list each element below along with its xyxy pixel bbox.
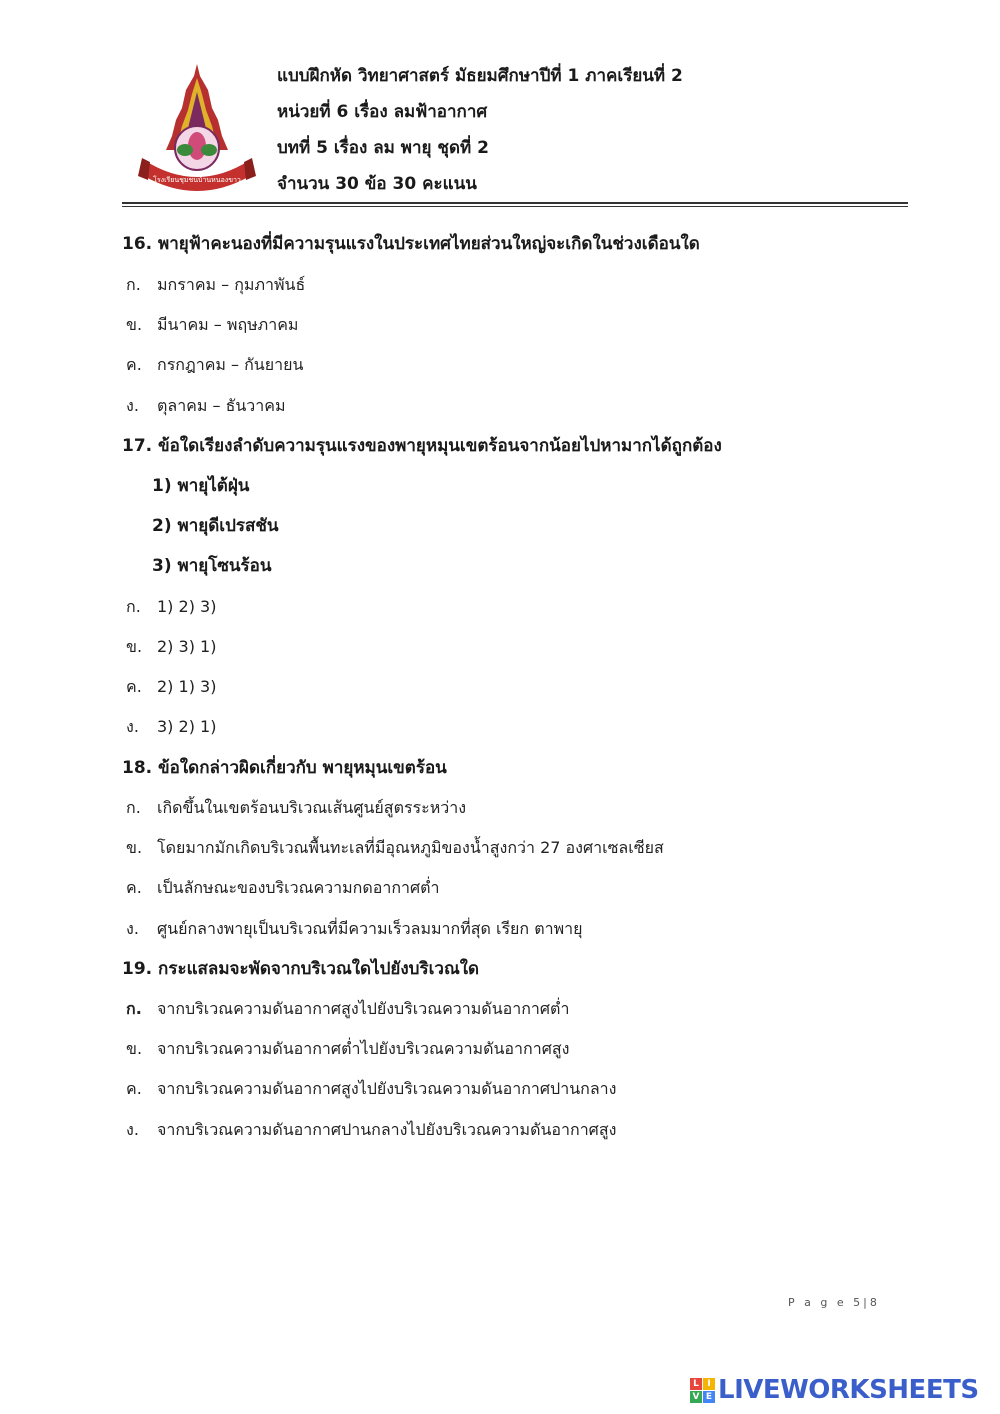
option-letter: ข. — [126, 315, 143, 334]
liveworksheets-logo-icon — [690, 1378, 715, 1403]
option-letter: ก. — [126, 597, 141, 616]
option-text: จากบริเวณความดันอากาศสูงไปยังบริเวณความดันอากาศต่ำ — [157, 999, 570, 1018]
question-16-option-c[interactable] — [126, 352, 303, 378]
school-logo — [136, 58, 258, 200]
question-16-option-a[interactable] — [126, 272, 305, 298]
logo-banner-text: โรงเรียนชุมชนบ้านหนองขาว — [153, 176, 241, 184]
question-16-option-b[interactable] — [126, 312, 298, 338]
option-text: ศูนย์กลางพายุเป็นบริเวณที่มีความเร็วลมมากที่สุด เรียก ตาพายุ — [157, 919, 583, 938]
option-letter: ค. — [126, 878, 142, 897]
option-letter: ก. — [126, 275, 141, 294]
header-line-chapter: บทที่ 5 เรื่อง ลม พายุ ชุดที่ 2 — [277, 138, 489, 158]
question-19-option-a[interactable] — [126, 996, 569, 1022]
option-text: ตุลาคม – ธันวาคม — [157, 396, 286, 415]
question-19-option-d[interactable] — [126, 1117, 616, 1143]
question-17-option-a[interactable] — [126, 594, 216, 620]
question-19: 19. กระแสลมจะพัดจากบริเวณใดไปยังบริเวณใด — [122, 959, 480, 979]
question-16-option-d[interactable] — [126, 393, 286, 419]
option-letter: ค. — [126, 355, 142, 374]
question-18-option-a[interactable] — [126, 795, 466, 821]
page-label: P a g e — [788, 1296, 847, 1309]
option-text: เป็นลักษณะของบริเวณความกดอากาศต่ำ — [157, 878, 440, 897]
liveworksheets-wordmark: LIVEWORKSHEETS — [718, 1375, 979, 1405]
option-text: มกราคม – กุมภาพันธ์ — [157, 275, 306, 294]
option-letter: ง. — [126, 1120, 139, 1139]
brand-mark-i: I — [703, 1378, 715, 1390]
question-17-option-c[interactable] — [126, 674, 216, 700]
option-text: จากบริเวณความดันอากาศสูงไปยังบริเวณความดันอากาศปานกลาง — [157, 1079, 617, 1098]
option-text: จากบริเวณความดันอากาศต่ำไปยังบริเวณความดันอากาศสูง — [157, 1039, 570, 1058]
question-17-option-b[interactable] — [126, 634, 216, 660]
option-letter: ค. — [126, 677, 142, 696]
option-letter: ข. — [126, 637, 143, 656]
option-letter: ง. — [126, 717, 139, 736]
brand-mark-e: E — [703, 1391, 715, 1403]
question-17-item-3: 3) พายุโซนร้อน — [152, 556, 272, 576]
question-18-option-c[interactable] — [126, 875, 440, 901]
option-letter: ก. — [126, 999, 142, 1018]
option-text: กรกฎาคม – กันยายน — [157, 355, 304, 374]
option-text: มีนาคม – พฤษภาคม — [157, 315, 299, 334]
header-divider-thin — [122, 206, 908, 207]
question-17-item-2: 2) พายุดีเปรสชัน — [152, 516, 279, 536]
option-text: 2) 3) 1) — [157, 637, 217, 656]
option-text: 3) 2) 1) — [157, 717, 217, 736]
page-count: 5|8 — [853, 1296, 880, 1309]
page-number — [788, 1296, 880, 1309]
option-text: 2) 1) 3) — [157, 677, 217, 696]
question-19-option-b[interactable] — [126, 1036, 569, 1062]
question-17-item-1: 1) พายุไต้ฝุ่น — [152, 476, 250, 496]
question-18: 18. ข้อใดกล่าวผิดเกี่ยวกับ พายุหมุนเขตร้อน — [122, 758, 447, 778]
option-letter: ค. — [126, 1079, 142, 1098]
option-text: เกิดขึ้นในเขตร้อนบริเวณเส้นศูนย์สูตรระหว่าง — [157, 798, 467, 817]
question-18-option-d[interactable] — [126, 916, 582, 942]
liveworksheets-brand[interactable] — [690, 1372, 979, 1408]
question-17-option-d[interactable] — [126, 714, 216, 740]
option-letter: ข. — [126, 838, 143, 857]
worksheet-header — [277, 58, 683, 202]
header-divider — [122, 202, 908, 204]
option-text: 1) 2) 3) — [157, 597, 217, 616]
option-text: จากบริเวณความดันอากาศปานกลางไปยังบริเวณความดันอากาศสูง — [157, 1120, 617, 1139]
header-line-title: แบบฝึกหัด วิทยาศาสตร์ มัธยมศึกษาปีที่ 1 ภาคเรียนที่ 2 — [277, 66, 683, 86]
option-text: โดยมากมักเกิดบริเวณพื้นทะเลที่มีอุณหภูมิของน้ำสูงกว่า 27 องศาเซลเซียส — [157, 838, 664, 857]
option-letter: ง. — [126, 919, 139, 938]
option-letter: ข. — [126, 1039, 143, 1058]
option-letter: ง. — [126, 396, 139, 415]
question-17: 17. ข้อใดเรียงลำดับความรุนแรงของพายุหมุนเขตร้อนจากน้อยไปหามากได้ถูกต้อง — [122, 436, 722, 456]
brand-mark-l: L — [690, 1378, 702, 1390]
header-line-score: จำนวน 30 ข้อ 30 คะแนน — [277, 174, 477, 194]
option-letter: ก. — [126, 798, 141, 817]
question-19-option-c[interactable] — [126, 1076, 616, 1102]
header-line-unit: หน่วยที่ 6 เรื่อง ลมฟ้าอากาศ — [277, 102, 488, 122]
brand-mark-v: V — [690, 1391, 702, 1403]
question-16: 16. พายุฟ้าคะนองที่มีความรุนแรงในประเทศไทยส่วนใหญ่จะเกิดในช่วงเดือนใด — [122, 234, 700, 254]
question-18-option-b[interactable] — [126, 835, 664, 861]
